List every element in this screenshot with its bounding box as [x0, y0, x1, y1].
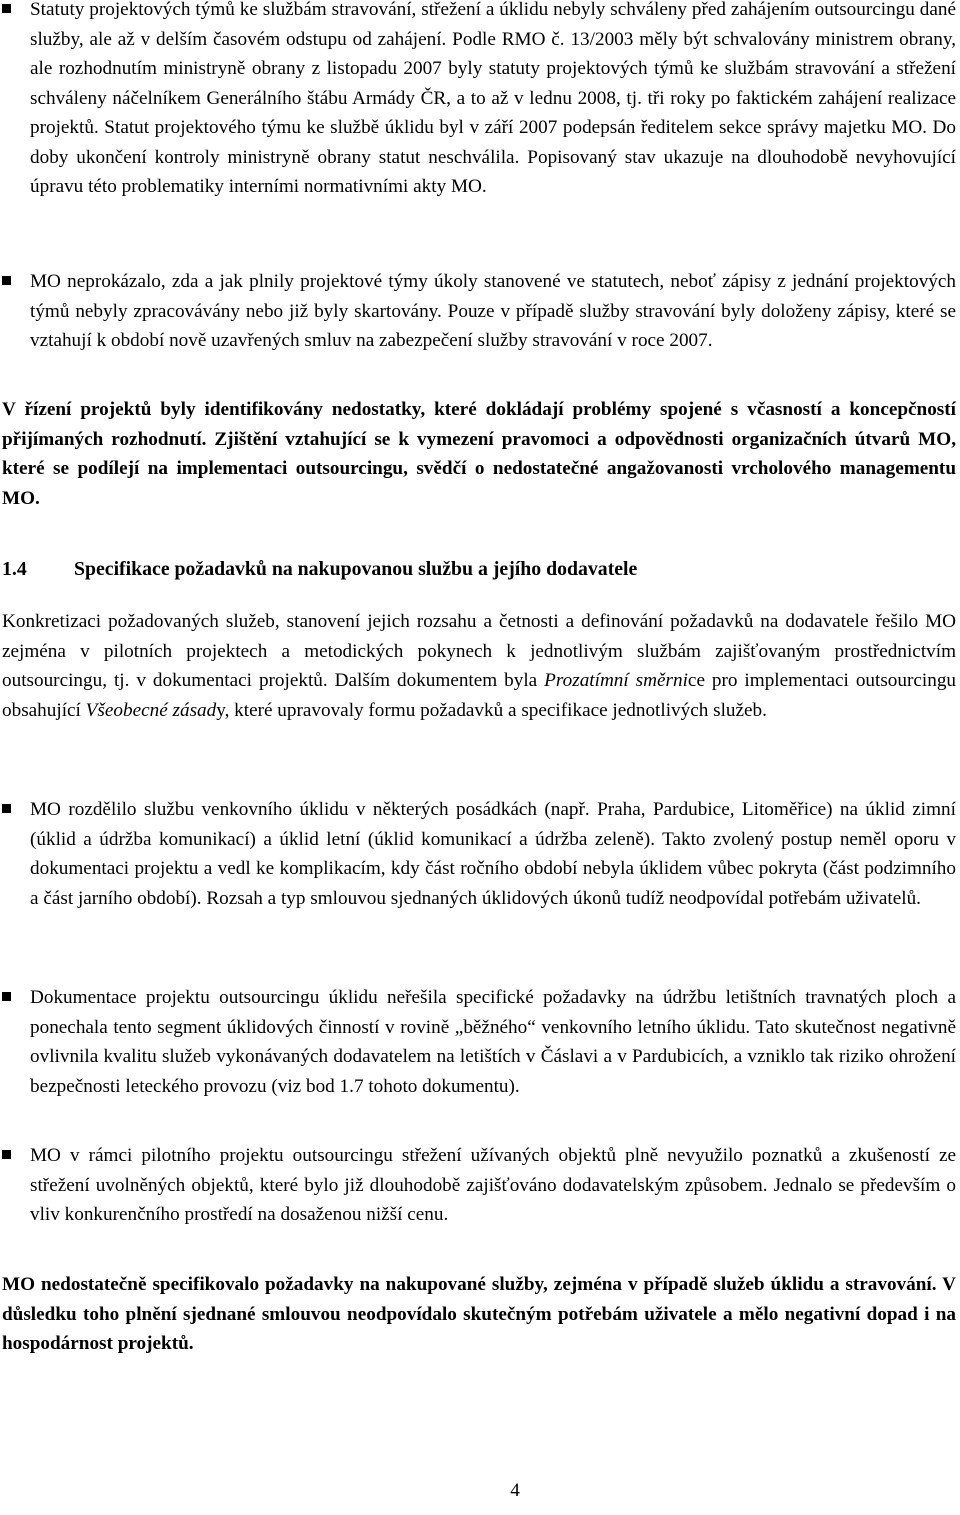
square-bullet-icon — [2, 1150, 11, 1159]
list-item — [2, 795, 956, 913]
list-item-text: MO v rámci pilotního projektu outsourcingu střežení užívaných objektů plně nevyužilo poznatků a zkušeností ze střežení uvolněných objektů, které bylo již dlouhodobě zajišťováno dodavatelským způsobem. Jednalo se především o vliv konkurenčního prostředí na dosaženou nižší cenu. — [30, 1145, 956, 1225]
list-item — [2, 0, 956, 202]
list-item-text: MO neprokázalo, zda a jak plnily projektové týmy úkoly stanovené ve statutech, neboť zápisy z jednání projektových týmů nebyly zpracovávány nebo již byly skartovány. Pouze v případě služby stravování byly doloženy zápisy, které se vztahují k období nově uzavřených smluv na zabezpečení služby stravování v roce 2007. — [30, 271, 956, 351]
square-bullet-icon — [2, 4, 11, 13]
intro-paragraph: Konkretizaci požadovaných služeb, stanovení jejich rozsahu a četnosti a definování požadavků na dodavatele řešilo MO zejména v pilotních projektech a metodických pokynech k jednotlivým službám zajišťovaným prostřednictvím outsourcingu, tj. v dokumentaci projektů. Dalším dokumentem byla Prozatímní směrnice pro implementaci outsourcingu obsahující Všeobecné zásady, které upravovaly formu požadavků a specifikace jednotlivých služeb. — [2, 611, 957, 721]
conclusion-paragraph: V řízení projektů byly identifikovány nedostatky, které dokládají problémy spojené s včasností a koncepčností přijímaných rozhodnutí. Zjištění vztahující se k vymezení pravomoci a odpovědnosti organizačních útvarů MO, které se podílejí na implementaci outsourcingu, svědčí o nedostatečné angažovanosti vrcholového managementu MO. — [2, 399, 956, 509]
list-item — [2, 983, 956, 1101]
square-bullet-icon — [2, 804, 11, 813]
document-name-italic: Prozatímní směrni — [544, 670, 688, 691]
conclusion-paragraph: MO nedostatečně specifikovalo požadavky na nakupované služby, zejména v případě služeb úklidu a stravování. V důsledku toho plnění sjednané smlouvou neodpovídalo skutečným potřebám uživatele a mělo negativní dopad i na hospodárnost projektů. — [2, 1274, 956, 1354]
document-name-italic: Všeobecné zásad — [85, 699, 217, 721]
list-item — [2, 267, 956, 356]
list-item-text: MO rozdělilo službu venkovního úklidu v některých posádkách (např. Praha, Pardubice, Litoměřice) na úklid zimní (úklid a údržba komunikací) a úklid letní (úklid komunikací a údržba zeleně). Takto zvolený postup neměl oporu v dokumentaci projektu a vedl ke komplikacím, kdy část ročního období nebyla úklidem vůbec pokryta (část podzimního a část jarního období). Rozsah a typ smlouvou sjednaných úklidových úkonů tudíž neodpovídal potřebám uživatelů. — [30, 799, 956, 909]
list-item — [2, 1141, 956, 1230]
section-number: 1.4 — [2, 558, 27, 580]
list-item-text: Statuty projektových týmů ke službám stravování, střežení a úklidu nebyly schváleny před zahájením outsourcingu dané služby, ale až v delším časovém odstupu od zahájení. Podle RMO č. 13/2003 měly být schvalovány ministrem obrany, ale rozhodnutím ministryně obrany z listopadu 2007 byly statuty projektových týmů ke službám stravování a střežení schváleny náčelníkem Generálního štábu Armády ČR, a to až v lednu 2008, tj. tři roky po faktickém zahájení realizace projektů. Statut projektového týmu ke službě úklidu byl v září 2007 podepsán ředitelem sekce správy majetku MO. Do doby ukončení kontroly ministryně obrany statut neschválila. Popisovaný stav ukazuje na dlouhodobě nevyhovující úpravu této problematiky interními normativními akty MO. — [30, 0, 956, 197]
square-bullet-icon — [2, 992, 11, 1001]
page-number: 4 — [510, 1480, 520, 1501]
section-title: Specifikace požadavků na nakupovanou službu a jejího dodavatele — [74, 558, 638, 580]
section-heading — [2, 555, 956, 584]
square-bullet-icon — [2, 276, 11, 285]
list-item-text: Dokumentace projektu outsourcingu úklidu neřešila specifické požadavky na údržbu letištních travnatých ploch a ponechala tento segment úklidových činností v rovině „běžného“ venkovního letního úklidu. Tato skutečnost negativně ovlivnila kvalitu služeb vykonávaných dodavatelem na letištích v Čáslavi a v Pardubicích, a vzniklo tak riziko ohrožení bezpečnosti leteckého provozu (viz bod 1.7 tohoto dokumentu). — [30, 987, 956, 1097]
